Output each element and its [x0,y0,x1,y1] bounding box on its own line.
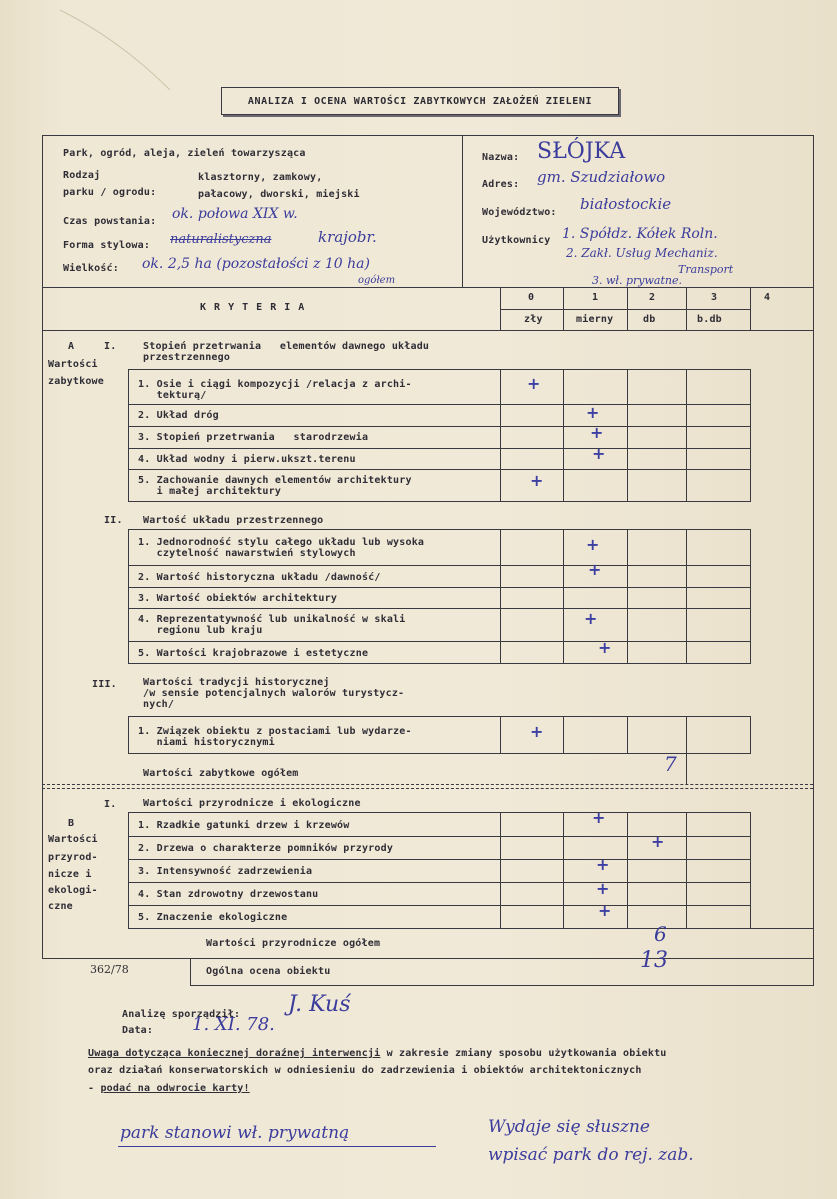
I-rows-left-line [128,369,129,502]
note-line1 [88,1048,667,1059]
mark-I4: + [592,444,606,463]
B-row4-top [128,882,750,883]
B-rows-bottom [128,928,813,929]
B-item1: 1. Rzadkie gatunki drzew i krzewów [138,820,350,831]
kryteria-bottom-line [42,330,813,331]
I-item5-line1: 5. Zachowanie dawnych elementów architektury [138,475,412,486]
overall-value: 13 [640,948,668,973]
I-item1-line1: 1. Osie i ciągi kompozycji /relacja z archi- [138,379,412,390]
overall-left-line [190,958,191,986]
III-title-line3: nych/ [143,699,175,710]
sectionB-label1: Wartości [48,834,98,845]
col-line-3 [686,287,687,330]
I-col1 [563,369,564,502]
rodzaj-label2: parku / ogrodu: [63,187,157,198]
col-line-0 [500,287,501,330]
mark-B3: + [596,855,610,874]
section-divider-1 [42,784,813,785]
paper-fold-crease [0,0,837,120]
kryteria-top-line [42,287,813,288]
signature: J. Kuś [288,992,351,1017]
mark-I1: + [527,374,541,393]
forma-value: krajobr. [318,228,377,246]
score-label-mierny: mierny [576,314,614,325]
mark-B1: + [592,808,606,827]
adres-value: gm. Szudziałowo [537,168,666,186]
I-col3 [686,369,687,502]
III-title-line2: /w sensie potencjalnych walorów turystycz- [143,688,405,699]
mark-I2: + [586,403,600,422]
II-item3: 3. Wartość obiektów architektury [138,593,338,604]
II-item1-line1: 1. Jednorodność stylu całego układu lub wysoka [138,537,425,548]
hand-note-park: park stanowi wł. prywatną [120,1123,350,1143]
hand-note-right-line1: Wydaje się słuszne [488,1117,650,1137]
data-value: 1. XI. 78. [192,1014,275,1035]
sectionA-label1: Wartości [48,359,98,370]
II-title: Wartość układu przestrzennego [143,515,324,526]
table-right-border [813,135,814,958]
mark-II2: + [588,560,602,579]
I-item3: 3. Stopień przetrwania starodrzewia [138,432,369,443]
score-label-db: db [643,314,656,325]
data-label: Data: [122,1025,154,1036]
III-num: III. [92,679,117,690]
col-line-2 [627,287,628,330]
rodzaj-line1: klasztorny, zamkowy, [198,172,323,183]
mark-B5: + [598,901,612,920]
B-total-bottom [42,958,813,959]
note-line2: oraz działań konserwatorskich w odniesieniu do zadrzewienia i obiektów architektonicznych [88,1065,642,1076]
II-row4-top [128,608,750,609]
mark-I3: + [590,423,604,442]
sectionA-I-num: I. [104,341,117,352]
B-col0 [500,812,501,929]
sectionB-label4: ekologi- [48,885,98,896]
sectionB-label5: czne [48,901,73,912]
II-item2: 2. Wartość historyczna układu /dawność/ [138,572,381,583]
III-col3 [686,716,687,754]
I-item4: 4. Układ wodny i pierw.ukszt.terenu [138,454,356,465]
reference-number: 362/78 [90,963,129,976]
overall-bottom-line [190,985,813,986]
sectionB-label2: przyrod- [48,852,98,863]
I-row4-top [128,448,750,449]
III-row1-top [128,716,750,717]
czas-value: ok. połowa XIX w. [172,206,298,222]
mark-B2: + [651,832,665,851]
I-col0 [500,369,501,502]
II-col0 [500,529,501,664]
I-item2: 2. Układ dróg [138,410,219,421]
overall-right-line [813,958,814,986]
sectionA-letter: A [68,341,75,352]
II-rows-left-line [128,529,129,664]
I-title-line1: Stopień przetrwania elementów dawnego układu [143,341,430,352]
col-line-1 [563,287,564,330]
score-4: 4 [764,292,771,303]
III-col1 [563,716,564,754]
B-col4 [750,812,751,929]
sectionB-label3: nicze i [48,869,92,880]
wielkosc-label: Wielkość: [63,263,119,274]
B-col2 [627,812,628,929]
B-I-title: Wartości przyrodnicze i ekologiczne [143,798,361,809]
I-row2-top [128,404,750,405]
III-col2 [627,716,628,754]
note-line1-rest: w zakresie zmiany sposobu użytkowania obiektu [380,1048,667,1059]
I-item5-line2: i małej architektury [138,486,282,497]
II-col2 [627,529,628,664]
II-row3-top [128,587,750,588]
I-col4 [750,369,751,502]
header-top-border [42,135,813,136]
note-line1-underlined: Uwaga dotycząca koniecznej doraźnej interwencji [88,1048,381,1059]
wielkosc-value: ok. 2,5 ha (pozostałości z 10 ha) [142,256,370,272]
B-I-num: I. [104,799,117,810]
rodzaj-label: Rodzaj [63,170,101,181]
III-item1-line1: 1. Związek obiektu z postaciami lub wydarze- [138,726,412,737]
note-line3-dash: - [88,1083,101,1094]
wielkosc-note: ogółem [358,275,396,286]
section-divider-2 [42,788,813,789]
col-line-4 [750,287,751,330]
hand-note-right-line2: wpisać park do rej. zab. [488,1145,694,1165]
score-3: 3 [711,292,718,303]
nazwa-label: Nazwa: [482,152,520,163]
uzytkownicy-value4: 3. wł. prywatne. [592,274,682,287]
uzytkownicy-value2: 2. Zakł. Usług Mechaniz. [566,246,718,260]
hand-note-park-underline [118,1146,436,1147]
B-total-value: 6 [654,922,667,946]
wojewodztwo-value: białostockie [580,195,672,213]
table-left-border [42,135,43,958]
mark-III1: + [530,722,544,741]
II-item4-line1: 4. Reprezentatywność lub unikalność w skali [138,614,406,625]
note-line3-underlined: podać na odwrocie karty! [100,1083,250,1094]
wojewodztwo-label: Województwo: [482,207,557,218]
II-item4-line2: regionu lub kraju [138,625,263,636]
III-rows-left-line [128,716,129,754]
overall-label: Ogólna ocena obiektu [206,966,331,977]
B-item5: 5. Znaczenie ekologiczne [138,912,288,923]
document-title: ANALIZA I OCENA WARTOŚCI ZABYTKOWYCH ZAŁOŻEŃ ZIELENI [221,87,619,115]
II-item5: 5. Wartości krajobrazowe i estetyczne [138,648,369,659]
I-row3-top [128,426,750,427]
adres-label: Adres: [482,179,520,190]
analiza-label: Analizę sporządził: [122,1009,241,1020]
II-item1-line2: czytelność nawarstwień stylowych [138,548,356,559]
score-label-bdb: b.db [697,314,722,325]
header-divider [462,135,463,287]
III-row1-bottom [128,753,750,754]
I-col2 [627,369,628,502]
mark-II4: + [584,609,598,628]
I-item1-line2: tekturą/ [138,390,207,401]
score-0: 0 [528,292,535,303]
sectionB-letter: B [68,818,75,829]
score-1: 1 [592,292,599,303]
I-rows-bottom [128,501,750,502]
score-header-mid-line [500,309,750,310]
A-total-col [686,753,687,784]
rodzaj-line2: pałacowy, dworski, miejski [198,189,360,200]
A-total-value: 7 [664,752,677,776]
I-row5-top [128,469,750,470]
nazwa-value: SŁÓJKA [537,139,626,164]
note-line3 [88,1083,250,1094]
B-row1-top [128,812,750,813]
III-title-line1: Wartości tradycji historycznej [143,677,330,688]
uzytkownicy-label: Użytkownicy [482,235,551,246]
III-item1-line2: niami historycznymi [138,737,275,748]
III-col4 [750,716,751,754]
B-total-label: Wartości przyrodnicze ogółem [206,938,381,949]
B-rows-left-line [128,812,129,929]
A-total-label: Wartości zabytkowe ogółem [143,768,299,779]
I-title-line2: przestrzennego [143,352,231,363]
score-2: 2 [649,292,656,303]
II-num: II. [104,515,123,526]
czas-label: Czas powstania: [63,216,157,227]
B-item3: 3. Intensywność zadrzewienia [138,866,313,877]
B-row5-top [128,905,750,906]
I-row1-top [128,369,750,370]
kryteria-label: K R Y T E R I A [200,302,306,313]
mark-I5: + [530,471,544,490]
B-item4: 4. Stan zdrowotny drzewostanu [138,889,319,900]
mark-B4: + [596,879,610,898]
II-rows-bottom [128,663,750,664]
II-col4 [750,529,751,664]
park-type-line: Park, ogród, aleja, zieleń towarzysząca [63,148,306,159]
B-row3-top [128,859,750,860]
B-col3 [686,812,687,929]
III-col0 [500,716,501,754]
score-label-zly: zły [524,314,543,325]
uzytkownicy-value1: 1. Spółdz. Kółek Roln. [562,226,718,242]
B-item2: 2. Drzewa o charakterze pomników przyrody [138,843,394,854]
B-col1 [563,812,564,929]
II-row1-top [128,529,750,530]
II-col3 [686,529,687,664]
sectionA-label2: zabytkowe [48,376,104,387]
forma-crossed: naturalistyczna [170,232,272,247]
II-row2-top [128,565,750,566]
mark-II5: + [598,638,612,657]
forma-label: Forma stylowa: [63,240,151,251]
II-row5-top [128,641,750,642]
II-col1 [563,529,564,664]
uzytkownicy-value3: Transport [678,263,734,276]
mark-II1: + [586,535,600,554]
